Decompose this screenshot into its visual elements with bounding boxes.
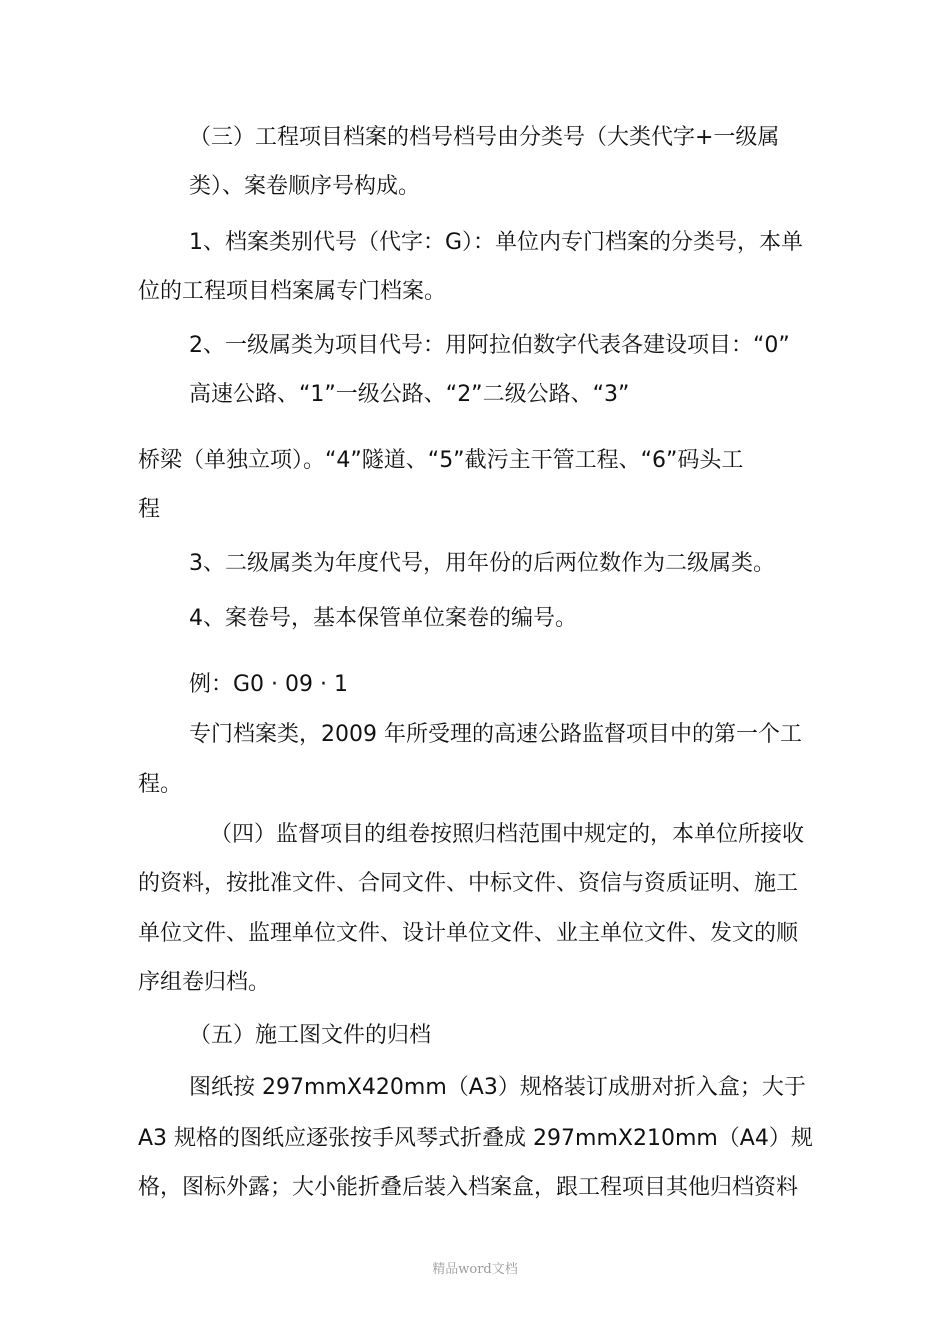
text-line-6: 高速公路、“1”一级公路、“2”二级公路、“3” [189,382,630,407]
text-line-19: 图纸按 297mmX420mm（A3）规格装订成册对折入盒；大于 [189,1075,806,1100]
text-line-3: 1、档案类别代号（代字：G）：单位内专门档案的分类号，本单 [189,230,804,255]
text-line-21: 格，图标外露；大小能折叠后装入档案盒，跟工程项目其他归档资料 [138,1175,799,1200]
text-line-2: 类）、案卷顺序号构成。 [189,174,421,199]
text-line-15: 的资料，按批准文件、合同文件、中标文件、资信与资质证明、施工 [138,871,799,896]
text-line-20: A3 规格的图纸应逐张按手风琴式折叠成 297mmX210mm（A4）规 [138,1126,813,1151]
text-line-9: 3、二级属类为年度代号，用年份的后两位数作为二级属类。 [189,551,775,576]
text-line-8: 程 [138,497,161,522]
page-footer: 精品word文档 [432,1262,518,1277]
text-line-16: 单位文件、监理单位文件、设计单位文件、业主单位文件、发文的顺 [138,921,799,946]
text-line-13: 程。 [138,772,183,797]
text-line-11: 例：G0 · 09 · 1 [189,672,348,697]
text-line-18: （五）施工图文件的归档 [189,1023,432,1048]
text-line-5: 2、一级属类为项目代号：用阿拉伯数字代表各建设项目：“0” [189,333,790,358]
text-line-4: 位的工程项目档案属专门档案。 [138,279,447,304]
text-line-14: （四）监督项目的组卷按照归档范围中规定的，本单位所接收 [210,822,805,847]
text-line-1: （三）工程项目档案的档号档号由分类号（大类代字+一级属 [189,125,780,150]
text-line-10: 4、案卷号，基本保管单位案卷的编号。 [189,606,577,631]
text-line-17: 序组卷归档。 [138,970,271,995]
text-line-12: 专门档案类，2009 年所受理的高速公路监督项目中的第一个工 [189,722,802,747]
text-line-7: 桥梁（单独立项）。“4”隧道、“5”截污主干管工程、“6”码头工 [138,448,744,473]
